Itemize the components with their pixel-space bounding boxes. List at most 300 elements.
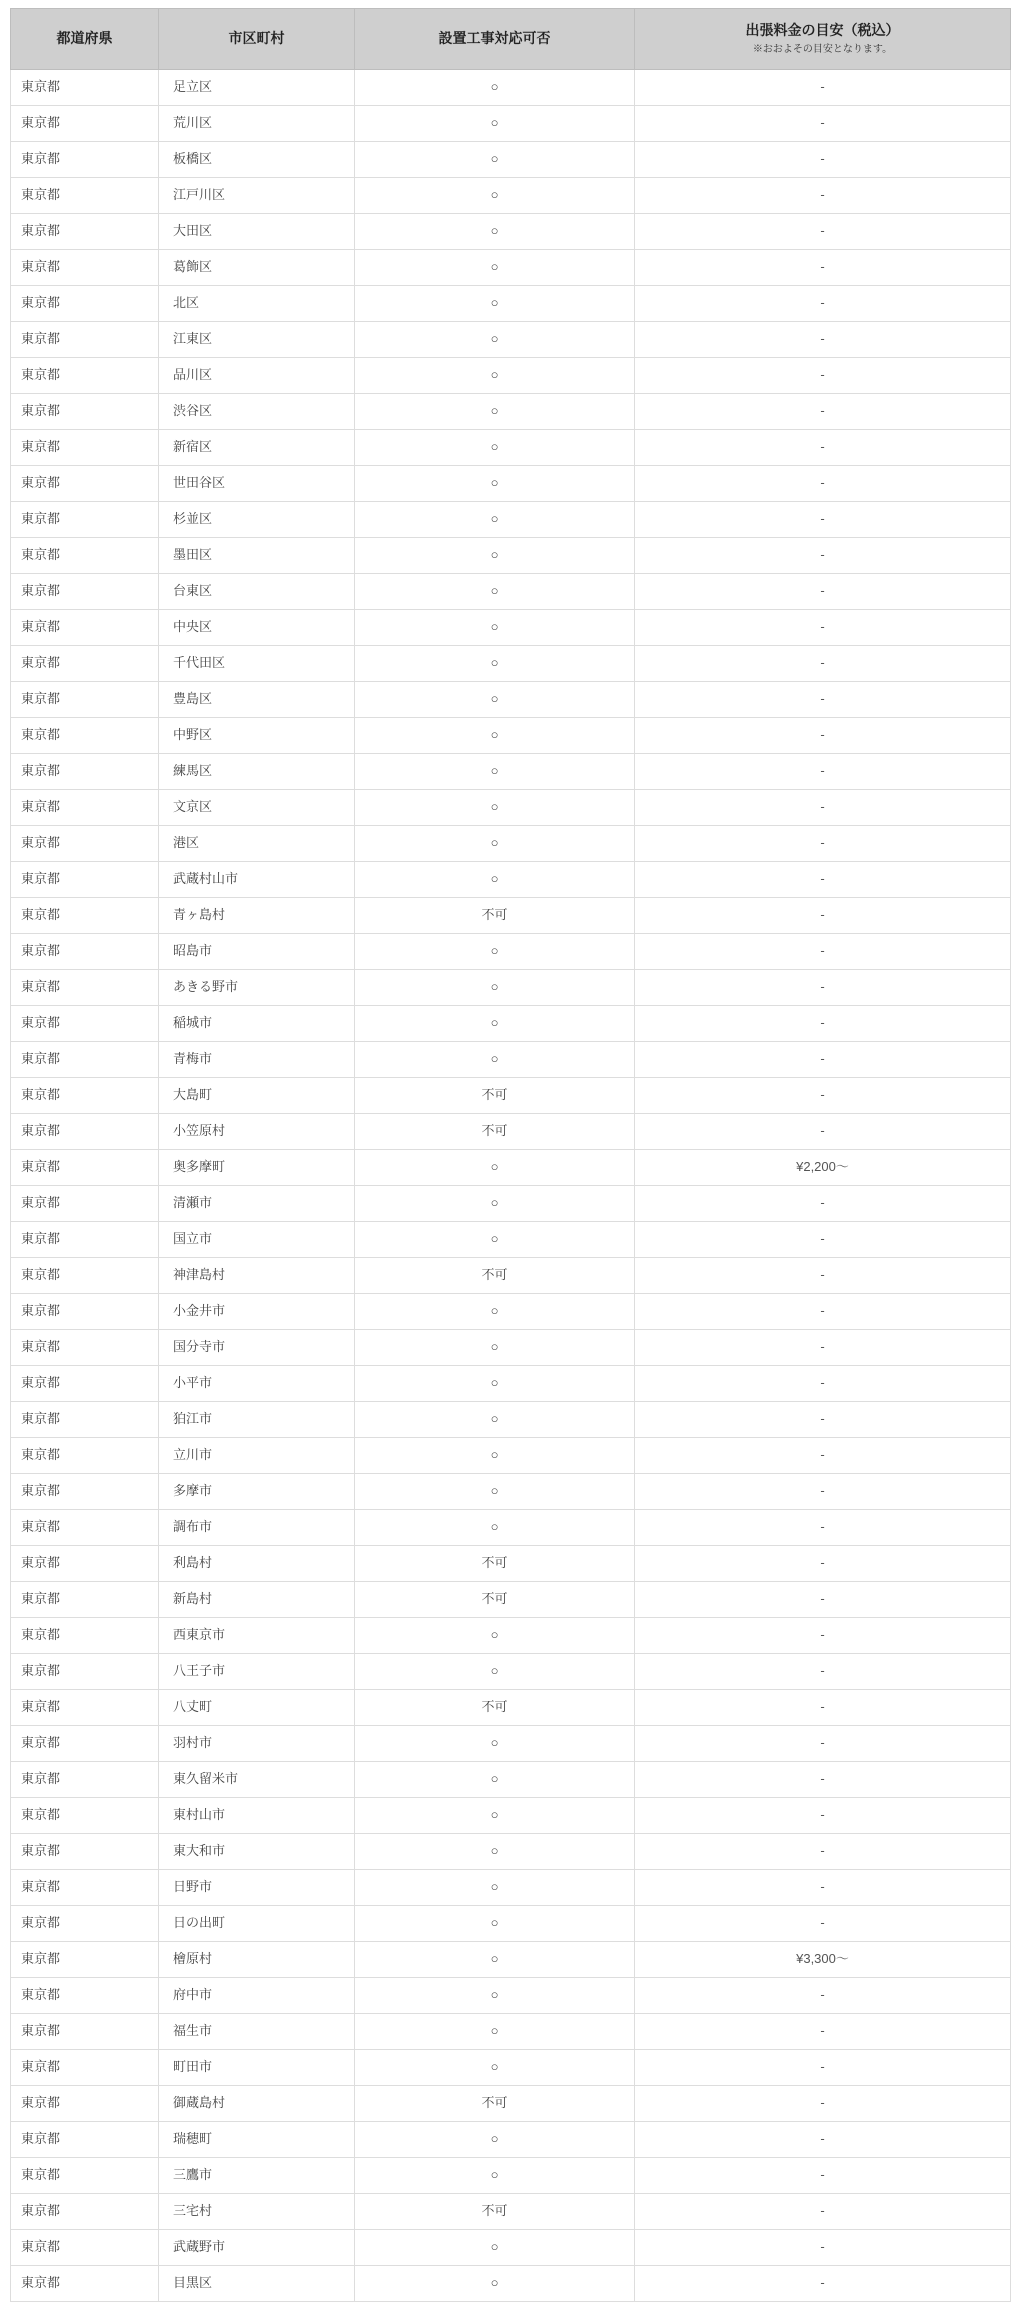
cell-prefecture: 東京都 (11, 2086, 159, 2122)
cell-prefecture: 東京都 (11, 2194, 159, 2230)
cell-city: 青ヶ島村 (159, 898, 355, 934)
cell-prefecture: 東京都 (11, 2050, 159, 2086)
cell-city: 台東区 (159, 574, 355, 610)
cell-availability: ○ (355, 790, 635, 826)
cell-fee: - (635, 502, 1011, 538)
table-row (11, 898, 1011, 934)
cell-prefecture: 東京都 (11, 2230, 159, 2266)
table-row (11, 1762, 1011, 1798)
cell-prefecture: 東京都 (11, 2122, 159, 2158)
cell-fee: - (635, 2230, 1011, 2266)
cell-prefecture: 東京都 (11, 790, 159, 826)
table-row (11, 1942, 1011, 1978)
table-row (11, 70, 1011, 106)
cell-prefecture: 東京都 (11, 2014, 159, 2050)
cell-city: 小金井市 (159, 1294, 355, 1330)
table-row (11, 322, 1011, 358)
table-row (11, 1654, 1011, 1690)
cell-fee: - (635, 1330, 1011, 1366)
table-row (11, 754, 1011, 790)
cell-prefecture: 東京都 (11, 70, 159, 106)
cell-prefecture: 東京都 (11, 214, 159, 250)
table-row (11, 646, 1011, 682)
table-row (11, 1222, 1011, 1258)
cell-city: 港区 (159, 826, 355, 862)
cell-availability: ○ (355, 214, 635, 250)
cell-city: 北区 (159, 286, 355, 322)
cell-fee: - (635, 1978, 1011, 2014)
cell-city: 杉並区 (159, 502, 355, 538)
cell-prefecture: 東京都 (11, 1294, 159, 1330)
table-row (11, 862, 1011, 898)
cell-availability: ○ (355, 466, 635, 502)
cell-prefecture: 東京都 (11, 1978, 159, 2014)
cell-availability: ○ (355, 502, 635, 538)
cell-fee: - (635, 1906, 1011, 1942)
table-row (11, 1042, 1011, 1078)
cell-availability: ○ (355, 682, 635, 718)
cell-prefecture: 東京都 (11, 646, 159, 682)
cell-prefecture: 東京都 (11, 1510, 159, 1546)
cell-fee: - (635, 538, 1011, 574)
cell-city: 豊島区 (159, 682, 355, 718)
cell-fee: - (635, 358, 1011, 394)
table-header (11, 9, 1011, 70)
cell-prefecture: 東京都 (11, 826, 159, 862)
cell-city: 葛飾区 (159, 250, 355, 286)
cell-prefecture: 東京都 (11, 1798, 159, 1834)
cell-fee: - (635, 1474, 1011, 1510)
cell-availability: ○ (355, 826, 635, 862)
cell-city: 福生市 (159, 2014, 355, 2050)
cell-fee: ¥2,200〜 (635, 1150, 1011, 1186)
cell-availability: ○ (355, 358, 635, 394)
cell-city: 小笠原村 (159, 1114, 355, 1150)
cell-availability: ○ (355, 2158, 635, 2194)
cell-availability: ○ (355, 754, 635, 790)
table-row (11, 2050, 1011, 2086)
cell-prefecture: 東京都 (11, 358, 159, 394)
table-row (11, 1438, 1011, 1474)
cell-availability: 不可 (355, 1078, 635, 1114)
cell-availability: ○ (355, 1654, 635, 1690)
cell-prefecture: 東京都 (11, 322, 159, 358)
cell-prefecture: 東京都 (11, 1834, 159, 1870)
column-header-fee-label: 出張料金の目安（税込） (745, 21, 900, 38)
cell-fee: - (635, 1834, 1011, 1870)
table-row (11, 970, 1011, 1006)
cell-prefecture: 東京都 (11, 682, 159, 718)
cell-prefecture: 東京都 (11, 1330, 159, 1366)
cell-prefecture: 東京都 (11, 1402, 159, 1438)
cell-city: 世田谷区 (159, 466, 355, 502)
cell-city: 清瀬市 (159, 1186, 355, 1222)
table-row (11, 718, 1011, 754)
cell-prefecture: 東京都 (11, 178, 159, 214)
cell-fee: - (635, 2086, 1011, 2122)
table-row (11, 934, 1011, 970)
table-row (11, 1150, 1011, 1186)
cell-prefecture: 東京都 (11, 1438, 159, 1474)
cell-fee: - (635, 1186, 1011, 1222)
table-row (11, 430, 1011, 466)
column-header-availability: 設置工事対応可否 (355, 9, 635, 70)
cell-city: 中央区 (159, 610, 355, 646)
cell-prefecture: 東京都 (11, 106, 159, 142)
cell-prefecture: 東京都 (11, 142, 159, 178)
cell-prefecture: 東京都 (11, 1582, 159, 1618)
cell-city: 稲城市 (159, 1006, 355, 1042)
cell-availability: ○ (355, 2050, 635, 2086)
cell-city: 中野区 (159, 718, 355, 754)
cell-availability: ○ (355, 610, 635, 646)
cell-availability: 不可 (355, 1582, 635, 1618)
cell-availability: 不可 (355, 2194, 635, 2230)
cell-availability: ○ (355, 1798, 635, 1834)
cell-fee: - (635, 2050, 1011, 2086)
table-row (11, 1798, 1011, 1834)
cell-city: 町田市 (159, 2050, 355, 2086)
cell-availability: ○ (355, 1942, 635, 1978)
cell-fee: - (635, 862, 1011, 898)
table-row (11, 502, 1011, 538)
cell-prefecture: 東京都 (11, 1006, 159, 1042)
cell-prefecture: 東京都 (11, 1186, 159, 1222)
cell-city: 墨田区 (159, 538, 355, 574)
table-header-row (11, 9, 1011, 70)
table-row (11, 2230, 1011, 2266)
table-row (11, 790, 1011, 826)
cell-fee: - (635, 2194, 1011, 2230)
cell-fee: - (635, 250, 1011, 286)
table-row (11, 2194, 1011, 2230)
cell-fee: - (635, 1258, 1011, 1294)
cell-prefecture: 東京都 (11, 862, 159, 898)
cell-prefecture: 東京都 (11, 1222, 159, 1258)
cell-prefecture: 東京都 (11, 1078, 159, 1114)
cell-availability: ○ (355, 1438, 635, 1474)
cell-prefecture: 東京都 (11, 1150, 159, 1186)
service-coverage-table (10, 8, 1011, 2302)
cell-fee: - (635, 142, 1011, 178)
column-header-fee-note: ※おおよその目安となります。 (752, 44, 893, 56)
cell-fee: - (635, 646, 1011, 682)
cell-availability: ○ (355, 2266, 635, 2302)
cell-city: 新宿区 (159, 430, 355, 466)
table-row (11, 142, 1011, 178)
cell-availability: ○ (355, 322, 635, 358)
table-row (11, 106, 1011, 142)
cell-prefecture: 東京都 (11, 1618, 159, 1654)
table-row (11, 574, 1011, 610)
cell-city: 日の出町 (159, 1906, 355, 1942)
cell-city: 多摩市 (159, 1474, 355, 1510)
cell-prefecture: 東京都 (11, 1546, 159, 1582)
table-row (11, 1186, 1011, 1222)
cell-fee: - (635, 2266, 1011, 2302)
cell-availability: ○ (355, 1150, 635, 1186)
cell-city: 国立市 (159, 1222, 355, 1258)
cell-prefecture: 東京都 (11, 754, 159, 790)
cell-city: 東村山市 (159, 1798, 355, 1834)
cell-availability: ○ (355, 1978, 635, 2014)
cell-availability: ○ (355, 970, 635, 1006)
cell-city: 神津島村 (159, 1258, 355, 1294)
cell-city: 狛江市 (159, 1402, 355, 1438)
table-row (11, 2086, 1011, 2122)
cell-availability: ○ (355, 538, 635, 574)
table-row (11, 1006, 1011, 1042)
cell-fee: - (635, 1798, 1011, 1834)
cell-city: 江東区 (159, 322, 355, 358)
cell-city: 東久留米市 (159, 1762, 355, 1798)
cell-city: 大田区 (159, 214, 355, 250)
cell-prefecture: 東京都 (11, 934, 159, 970)
cell-prefecture: 東京都 (11, 286, 159, 322)
cell-availability: ○ (355, 2122, 635, 2158)
cell-availability: ○ (355, 1834, 635, 1870)
table-row (11, 358, 1011, 394)
table-row (11, 1582, 1011, 1618)
cell-city: 江戸川区 (159, 178, 355, 214)
table-row (11, 1906, 1011, 1942)
cell-fee: - (635, 898, 1011, 934)
cell-fee: - (635, 1546, 1011, 1582)
cell-prefecture: 東京都 (11, 574, 159, 610)
cell-city: 西東京市 (159, 1618, 355, 1654)
cell-availability: ○ (355, 178, 635, 214)
cell-prefecture: 東京都 (11, 1474, 159, 1510)
cell-fee: - (635, 1006, 1011, 1042)
cell-city: 八丈町 (159, 1690, 355, 1726)
table-row (11, 1618, 1011, 1654)
table-row (11, 1258, 1011, 1294)
cell-fee: - (635, 1222, 1011, 1258)
cell-fee: - (635, 970, 1011, 1006)
cell-availability: ○ (355, 1474, 635, 1510)
cell-city: 三鷹市 (159, 2158, 355, 2194)
cell-availability: ○ (355, 2014, 635, 2050)
cell-fee: ¥3,300〜 (635, 1942, 1011, 1978)
cell-prefecture: 東京都 (11, 466, 159, 502)
cell-prefecture: 東京都 (11, 394, 159, 430)
cell-fee: - (635, 394, 1011, 430)
cell-availability: ○ (355, 1222, 635, 1258)
cell-fee: - (635, 322, 1011, 358)
table-row (11, 1546, 1011, 1582)
cell-city: 大島町 (159, 1078, 355, 1114)
cell-city: 品川区 (159, 358, 355, 394)
cell-availability: ○ (355, 862, 635, 898)
cell-city: 御蔵島村 (159, 2086, 355, 2122)
cell-availability: ○ (355, 574, 635, 610)
cell-fee: - (635, 1762, 1011, 1798)
table-row (11, 1330, 1011, 1366)
cell-city: 立川市 (159, 1438, 355, 1474)
cell-city: 瑞穂町 (159, 2122, 355, 2158)
cell-fee: - (635, 2014, 1011, 2050)
cell-city: 三宅村 (159, 2194, 355, 2230)
cell-availability: ○ (355, 250, 635, 286)
cell-prefecture: 東京都 (11, 1906, 159, 1942)
cell-city: 昭島市 (159, 934, 355, 970)
table-row (11, 1078, 1011, 1114)
cell-fee: - (635, 790, 1011, 826)
column-header-fee (635, 9, 1011, 70)
cell-fee: - (635, 430, 1011, 466)
cell-availability: ○ (355, 718, 635, 754)
cell-availability: ○ (355, 1510, 635, 1546)
cell-fee: - (635, 106, 1011, 142)
cell-city: 板橋区 (159, 142, 355, 178)
cell-availability: ○ (355, 1618, 635, 1654)
cell-availability: ○ (355, 1294, 635, 1330)
cell-fee: - (635, 1726, 1011, 1762)
cell-fee: - (635, 1618, 1011, 1654)
table-row (11, 1402, 1011, 1438)
cell-availability: ○ (355, 646, 635, 682)
cell-city: 国分寺市 (159, 1330, 355, 1366)
table-body (11, 70, 1011, 2302)
cell-prefecture: 東京都 (11, 1042, 159, 1078)
cell-fee: - (635, 2122, 1011, 2158)
cell-fee: - (635, 610, 1011, 646)
table-row (11, 1690, 1011, 1726)
cell-availability: ○ (355, 1906, 635, 1942)
cell-city: 青梅市 (159, 1042, 355, 1078)
cell-city: 府中市 (159, 1978, 355, 2014)
cell-availability: 不可 (355, 1546, 635, 1582)
cell-availability: 不可 (355, 898, 635, 934)
cell-city: 日野市 (159, 1870, 355, 1906)
cell-fee: - (635, 286, 1011, 322)
cell-prefecture: 東京都 (11, 1942, 159, 1978)
cell-prefecture: 東京都 (11, 2158, 159, 2194)
cell-prefecture: 東京都 (11, 610, 159, 646)
cell-fee: - (635, 1078, 1011, 1114)
column-header-prefecture: 都道府県 (11, 9, 159, 70)
cell-fee: - (635, 2158, 1011, 2194)
table-row (11, 1726, 1011, 1762)
table-row (11, 1870, 1011, 1906)
cell-availability: 不可 (355, 1690, 635, 1726)
cell-prefecture: 東京都 (11, 502, 159, 538)
cell-fee: - (635, 1294, 1011, 1330)
cell-prefecture: 東京都 (11, 898, 159, 934)
cell-availability: ○ (355, 1006, 635, 1042)
cell-fee: - (635, 934, 1011, 970)
table-row (11, 1834, 1011, 1870)
cell-city: 利島村 (159, 1546, 355, 1582)
cell-availability: ○ (355, 1366, 635, 1402)
cell-city: 八王子市 (159, 1654, 355, 1690)
table-row (11, 394, 1011, 430)
cell-city: 練馬区 (159, 754, 355, 790)
cell-prefecture: 東京都 (11, 1258, 159, 1294)
table-row (11, 826, 1011, 862)
table-row (11, 2014, 1011, 2050)
cell-availability: ○ (355, 1186, 635, 1222)
cell-city: 武蔵野市 (159, 2230, 355, 2266)
cell-prefecture: 東京都 (11, 1114, 159, 1150)
cell-fee: - (635, 466, 1011, 502)
table-row (11, 466, 1011, 502)
cell-prefecture: 東京都 (11, 1690, 159, 1726)
cell-fee: - (635, 70, 1011, 106)
cell-availability: ○ (355, 394, 635, 430)
cell-fee: - (635, 754, 1011, 790)
cell-city: 羽村市 (159, 1726, 355, 1762)
cell-prefecture: 東京都 (11, 1762, 159, 1798)
cell-fee: - (635, 826, 1011, 862)
table-row (11, 1474, 1011, 1510)
cell-prefecture: 東京都 (11, 970, 159, 1006)
cell-availability: ○ (355, 1330, 635, 1366)
cell-availability: 不可 (355, 1114, 635, 1150)
cell-city: 檜原村 (159, 1942, 355, 1978)
cell-fee: - (635, 718, 1011, 754)
cell-fee: - (635, 1582, 1011, 1618)
cell-prefecture: 東京都 (11, 538, 159, 574)
cell-prefecture: 東京都 (11, 1726, 159, 1762)
cell-fee: - (635, 214, 1011, 250)
cell-availability: ○ (355, 106, 635, 142)
cell-fee: - (635, 1690, 1011, 1726)
cell-city: 文京区 (159, 790, 355, 826)
table-row (11, 286, 1011, 322)
cell-prefecture: 東京都 (11, 250, 159, 286)
cell-prefecture: 東京都 (11, 1654, 159, 1690)
table-row (11, 250, 1011, 286)
cell-fee: - (635, 682, 1011, 718)
cell-fee: - (635, 1042, 1011, 1078)
cell-city: 奥多摩町 (159, 1150, 355, 1186)
cell-city: 荒川区 (159, 106, 355, 142)
cell-city: 新島村 (159, 1582, 355, 1618)
cell-prefecture: 東京都 (11, 1366, 159, 1402)
table-row (11, 682, 1011, 718)
cell-availability: ○ (355, 286, 635, 322)
cell-city: 千代田区 (159, 646, 355, 682)
cell-availability: ○ (355, 1726, 635, 1762)
cell-prefecture: 東京都 (11, 718, 159, 754)
cell-city: 足立区 (159, 70, 355, 106)
cell-city: 調布市 (159, 1510, 355, 1546)
cell-availability: ○ (355, 1402, 635, 1438)
cell-fee: - (635, 1870, 1011, 1906)
table-row (11, 2122, 1011, 2158)
cell-availability: ○ (355, 1042, 635, 1078)
cell-availability: 不可 (355, 2086, 635, 2122)
table-row (11, 1114, 1011, 1150)
table-row (11, 1294, 1011, 1330)
column-header-city: 市区町村 (159, 9, 355, 70)
cell-city: 小平市 (159, 1366, 355, 1402)
cell-fee: - (635, 1366, 1011, 1402)
cell-availability: ○ (355, 70, 635, 106)
cell-city: あきる野市 (159, 970, 355, 1006)
table-row (11, 1366, 1011, 1402)
cell-city: 東大和市 (159, 1834, 355, 1870)
cell-fee: - (635, 1402, 1011, 1438)
cell-availability: ○ (355, 1762, 635, 1798)
table-row (11, 1510, 1011, 1546)
cell-city: 目黒区 (159, 2266, 355, 2302)
table-row (11, 1978, 1011, 2014)
cell-fee: - (635, 1438, 1011, 1474)
cell-availability: ○ (355, 430, 635, 466)
cell-availability: ○ (355, 142, 635, 178)
